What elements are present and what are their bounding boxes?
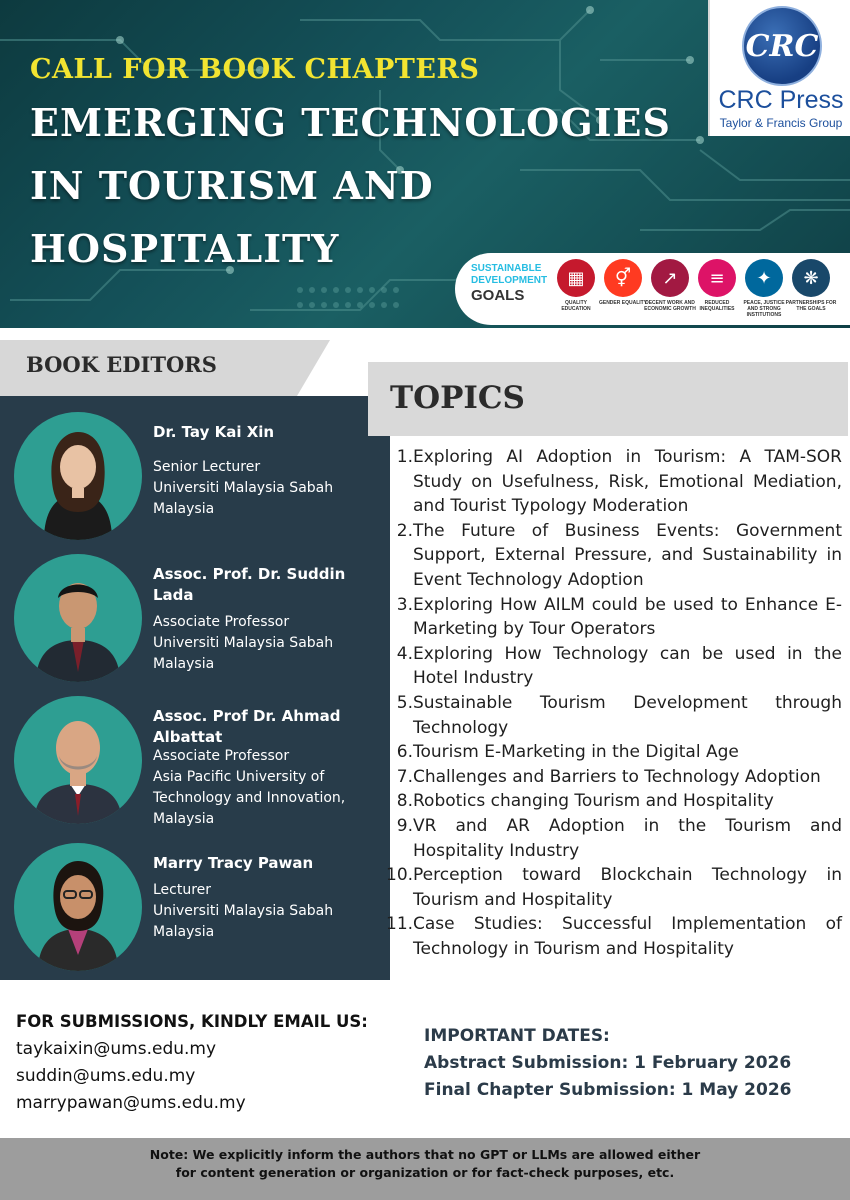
email-link[interactable]: marrypawan@ums.edu.my xyxy=(16,1093,246,1113)
topic-item xyxy=(386,519,842,593)
sdg-title-line-1: SUSTAINABLE xyxy=(471,263,542,274)
editor-card xyxy=(14,554,384,684)
topic-text: Case Studies: Successful Implementation of Technology in Tourism and Hospitality xyxy=(413,914,842,959)
topic-item xyxy=(386,863,842,912)
topic-text: Perception toward Blockchain Technology in Tourism and Hospitality xyxy=(413,865,842,910)
topic-number: 3. xyxy=(396,594,413,615)
topic-text: Exploring AI Adoption in Tourism: A TAM-SOR Study on Usefulness, Risk, Emotional Mediation, and Tourist Typology Moderation xyxy=(413,447,842,517)
avatar xyxy=(14,412,142,540)
avatar xyxy=(14,554,142,682)
sdg-goal-peace-justice xyxy=(738,259,790,318)
editor-title: Associate Professor xyxy=(153,614,290,630)
dove-icon: ✦ xyxy=(745,259,783,297)
email-link[interactable]: taykaixin@ums.edu.my xyxy=(16,1039,217,1059)
editor-title: Lecturer xyxy=(153,882,212,898)
sdg-goal-caption: REDUCED INEQUALITIES xyxy=(699,300,735,312)
abstract-deadline: Abstract Submission: 1 February 2026 xyxy=(424,1053,792,1073)
topics-heading: TOPICS xyxy=(390,380,525,416)
topic-item xyxy=(386,789,842,814)
book-title-line-3: HOSPITALITY xyxy=(30,226,340,271)
publisher-name: CRC Press xyxy=(718,86,844,114)
sdg-logos-strip xyxy=(455,253,850,325)
editor-affiliation: Universiti Malaysia Sabah xyxy=(153,480,334,496)
topic-item xyxy=(386,691,842,740)
editor-affiliation: Asia Pacific University of xyxy=(153,769,325,785)
editor-title: Senior Lecturer xyxy=(153,459,261,475)
footer-note xyxy=(0,1138,850,1200)
sdg-goal-quality-education xyxy=(550,259,602,312)
important-dates xyxy=(424,1023,791,1104)
note-line-1: Note: We explicitly inform the authors that no GPT or LLMs are allowed either xyxy=(149,1147,701,1162)
topic-text: Challenges and Barriers to Technology Adoption xyxy=(413,766,821,787)
topic-text: Exploring How Technology can be used in the Hotel Industry xyxy=(413,643,842,689)
sdg-title-line-2: DEVELOPMENT xyxy=(471,275,548,286)
growth-chart-icon: ↗ xyxy=(651,259,689,297)
topic-number: 2. xyxy=(396,520,413,541)
book-title-line-2: IN TOURISM AND xyxy=(30,163,434,208)
sdg-goal-reduced-inequalities xyxy=(691,259,743,312)
topic-text: Tourism E-Marketing in the Digital Age xyxy=(413,742,739,763)
sdg-goal-caption: PARTNERSHIPS FOR THE GOALS xyxy=(785,300,837,312)
topic-number: 6. xyxy=(396,742,413,763)
book-title-line-1: EMERGING TECHNOLOGIES xyxy=(30,100,671,145)
avatar xyxy=(14,843,142,971)
topic-number: 11. xyxy=(386,914,414,935)
topic-item xyxy=(386,740,842,765)
editor-affiliation-cont: Technology and Innovation, xyxy=(153,790,346,806)
topic-number: 5. xyxy=(396,692,413,713)
topic-text: VR and AR Adoption in the Tourism and Hospitality Industry xyxy=(413,815,842,861)
topic-item xyxy=(386,765,842,790)
avatar xyxy=(14,696,142,824)
submissions-heading: FOR SUBMISSIONS, KINDLY EMAIL US: xyxy=(16,1012,368,1031)
editor-card xyxy=(14,843,384,973)
crc-press-logo xyxy=(708,0,850,136)
topic-number: 8. xyxy=(396,791,413,812)
note-line-2: for content generation or organization or for fact-check purposes, etc. xyxy=(175,1165,675,1180)
topic-text: Exploring How AILM could be used to Enhance E-Marketing by Tour Operators xyxy=(413,594,842,640)
editor-affiliation: Universiti Malaysia Sabah xyxy=(153,635,334,651)
topic-number: 7. xyxy=(396,766,413,787)
topic-item xyxy=(386,814,842,863)
topic-item xyxy=(386,445,842,519)
topic-item xyxy=(386,642,842,691)
crc-logo-mark xyxy=(742,6,822,86)
topic-number: 10. xyxy=(386,865,414,886)
dates-heading: IMPORTANT DATES: xyxy=(424,1026,610,1046)
editor-title: Associate Professor xyxy=(153,748,290,764)
topic-item xyxy=(386,593,842,642)
sdg-goal-caption: DECENT WORK AND ECONOMIC GROWTH xyxy=(644,300,696,312)
editor-card xyxy=(14,696,384,826)
editors-heading: BOOK EDITORS xyxy=(26,352,217,377)
sdg-goal-caption: GENDER EQUALITY xyxy=(598,300,648,306)
topics-list xyxy=(386,445,842,961)
topic-text: The Future of Business Events: Government Support, External Pressure, and Sustainability in Event Technology Adoption xyxy=(413,520,842,590)
editor-country: Malaysia xyxy=(153,501,215,517)
editor-country: Malaysia xyxy=(153,924,215,940)
editor-affiliation: Universiti Malaysia Sabah xyxy=(153,903,334,919)
final-chapter-deadline: Final Chapter Submission: 1 May 2026 xyxy=(424,1080,792,1100)
editor-name: Assoc. Prof. Dr. Suddin Lada xyxy=(153,565,346,604)
topic-text: Sustainable Tourism Development through Technology xyxy=(413,692,842,738)
sdg-title-line-3: GOALS xyxy=(471,287,525,304)
topic-number: 4. xyxy=(396,643,413,664)
editor-name: Marry Tracy Pawan xyxy=(153,854,314,872)
book-icon: ▦ xyxy=(557,259,595,297)
sdg-goal-partnerships xyxy=(785,259,837,312)
editor-name: Assoc. Prof Dr. Ahmad Albattat xyxy=(153,707,341,746)
sdg-goal-decent-work xyxy=(644,259,696,312)
topic-text: Robotics changing Tourism and Hospitality xyxy=(413,791,774,812)
crc-logo-text: CRC xyxy=(745,28,819,64)
editor-country: Malaysia xyxy=(153,811,215,827)
sdg-title xyxy=(471,263,551,305)
editor-name: Dr. Tay Kai Xin xyxy=(153,423,275,441)
partnership-icon: ❋ xyxy=(792,259,830,297)
header-banner xyxy=(0,0,850,328)
editor-card xyxy=(14,412,384,542)
topic-number: 9. xyxy=(396,815,413,836)
editor-country: Malaysia xyxy=(153,656,215,672)
email-link[interactable]: suddin@ums.edu.my xyxy=(16,1066,196,1086)
publisher-group: Taylor & Francis Group xyxy=(719,116,843,130)
topic-number: 1. xyxy=(396,447,413,467)
gender-icon: ⚥ xyxy=(604,259,642,297)
equality-icon: ≡ xyxy=(698,259,736,297)
sdg-goal-caption: QUALITY EDUCATION xyxy=(561,300,591,312)
topic-item xyxy=(386,912,842,961)
call-for-chapters-label: CALL FOR BOOK CHAPTERS xyxy=(30,54,480,85)
sdg-goal-gender-equality xyxy=(597,259,649,306)
sdg-goal-caption: PEACE, JUSTICE AND STRONG INSTITUTIONS xyxy=(743,300,785,318)
